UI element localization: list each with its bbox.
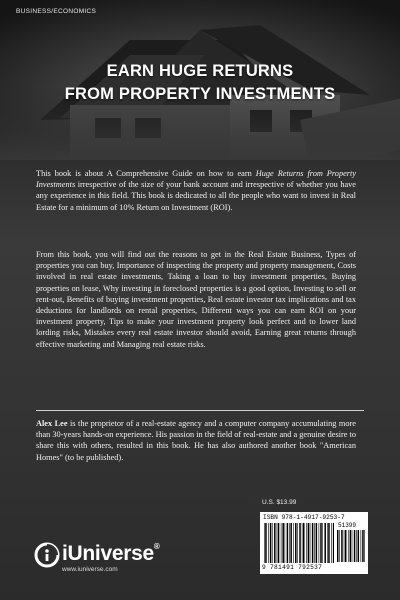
barcode-bar: [302, 523, 303, 563]
barcode-bar: [310, 523, 311, 563]
barcode-bar: [358, 530, 360, 562]
barcode-bar: [270, 523, 272, 563]
barcode-bar: [277, 523, 278, 563]
barcode-bar: [278, 523, 280, 563]
barcode-bar: [293, 523, 294, 563]
barcode-bar: [320, 523, 322, 563]
price-label: U.S. $13.99: [262, 499, 297, 506]
ean-barcode-bars: [264, 523, 334, 563]
publisher-url: www.iuniverse.com: [62, 566, 118, 573]
barcode-bar: [328, 523, 330, 563]
barcode-bar: [324, 523, 326, 563]
barcode-bar: [319, 523, 320, 563]
publisher-logo: [34, 542, 164, 582]
para1-text-a: This book is about A Comprehensive Guide on how to earn: [36, 169, 256, 178]
barcode-bar: [354, 530, 356, 562]
barcode-bar: [327, 523, 328, 563]
barcode-bar: [297, 523, 298, 563]
barcode-bar: [339, 530, 340, 562]
barcode-bar: [308, 523, 310, 563]
barcode-bar: [344, 530, 345, 562]
publisher-name-text: iUniverse: [62, 542, 154, 565]
barcode-bar: [352, 530, 353, 562]
barcode-bar: [314, 523, 315, 563]
barcode-bar: [312, 523, 314, 563]
registered-mark: ®: [153, 542, 160, 551]
section-divider: [36, 410, 364, 411]
barcode-bar: [287, 523, 289, 563]
barcode-bar: [316, 523, 318, 563]
barcode-bar: [331, 523, 332, 563]
barcode-bar: [356, 530, 357, 562]
barcode-bar: [274, 523, 276, 563]
barcode-bar: [361, 530, 362, 562]
barcode-bar: [362, 530, 364, 562]
title-line-2: FROM PROPERTY INVESTMENTS: [64, 85, 336, 103]
barcode-bar: [345, 530, 347, 562]
barcode-bar: [281, 523, 282, 563]
barcode-bar: [289, 523, 290, 563]
barcode-bar: [303, 523, 305, 563]
barcode-bar: [272, 523, 273, 563]
barcode-bar: [299, 523, 301, 563]
barcode-bar: [350, 530, 352, 562]
book-title: [0, 60, 400, 106]
barcode-bar: [282, 523, 284, 563]
barcode: [260, 512, 368, 574]
description-paragraph-2: From this book, you will find out the reasons to get in the Real Estate Business, Types of properties you can buy, Importance of inspecting the property and property management, Costs involved in real estate investments, Taking a loan to buy investment properties, Buying properties on lease, Why investing in foreclosed properties is a good option, Investing to sell or rent-out, Benefits of buying investment properties, Real estate investor tax implications and tax deductions for landlords on rental properties, Different ways you can earn ROI on your investment property, Tips to make your investment property look perfect and to lower land lording risks, Mistakes every real estate investor should avoid, Earning great returns through effective marketing and Managing real estate risks.: [36, 250, 356, 349]
title-line-1: EARN HUGE RETURNS: [106, 62, 294, 80]
barcode-bar: [306, 523, 307, 563]
author-bio: [36, 418, 356, 463]
addon-number: 51399: [338, 522, 357, 529]
addon-barcode-bars: [337, 530, 365, 562]
barcode-bar: [348, 530, 349, 562]
barcode-bar: [290, 523, 292, 563]
barcode-bar: [364, 530, 365, 562]
barcode-bar: [295, 523, 297, 563]
publisher-name: [62, 542, 159, 566]
para1-emphasis: Huge Returns from Property Investments: [36, 169, 356, 190]
barcode-bar: [285, 523, 286, 563]
barcode-bar: [341, 530, 343, 562]
house-photo: [0, 0, 400, 160]
ean-digits: 9 781491 792537: [262, 564, 323, 571]
barcode-bar: [265, 523, 267, 563]
category-label: BUSINESS/ECONOMICS: [16, 8, 97, 15]
barcode-bar: [333, 523, 334, 563]
author-bio-text: is the proprietor of a real-estate agency and a computer company accumulating more than 30-years hands-on experience. His passion in the field of real-estate and a genuine desire to share this with others, resulted in this book. He has also authored another book "American Homes" (to be published).: [36, 419, 356, 462]
barcode-bar: [264, 523, 265, 563]
barcode-bar: [268, 523, 269, 563]
isbn-label: ISBN 978-1-4917-9253-7: [263, 514, 345, 521]
author-name: Alex Lee: [36, 419, 68, 428]
description-paragraph-1: [36, 168, 356, 213]
barcode-bar: [337, 530, 339, 562]
para1-text-b: irrespective of the size of your bank account and irrespective of whether you have any experience in this field. This book is dedicated to all the people who want to invest in Real Estate for a minimum of 10% Return on Investment (ROI).: [36, 180, 356, 212]
barcode-bar: [322, 523, 323, 563]
publisher-logo-mark-icon: [34, 542, 60, 568]
